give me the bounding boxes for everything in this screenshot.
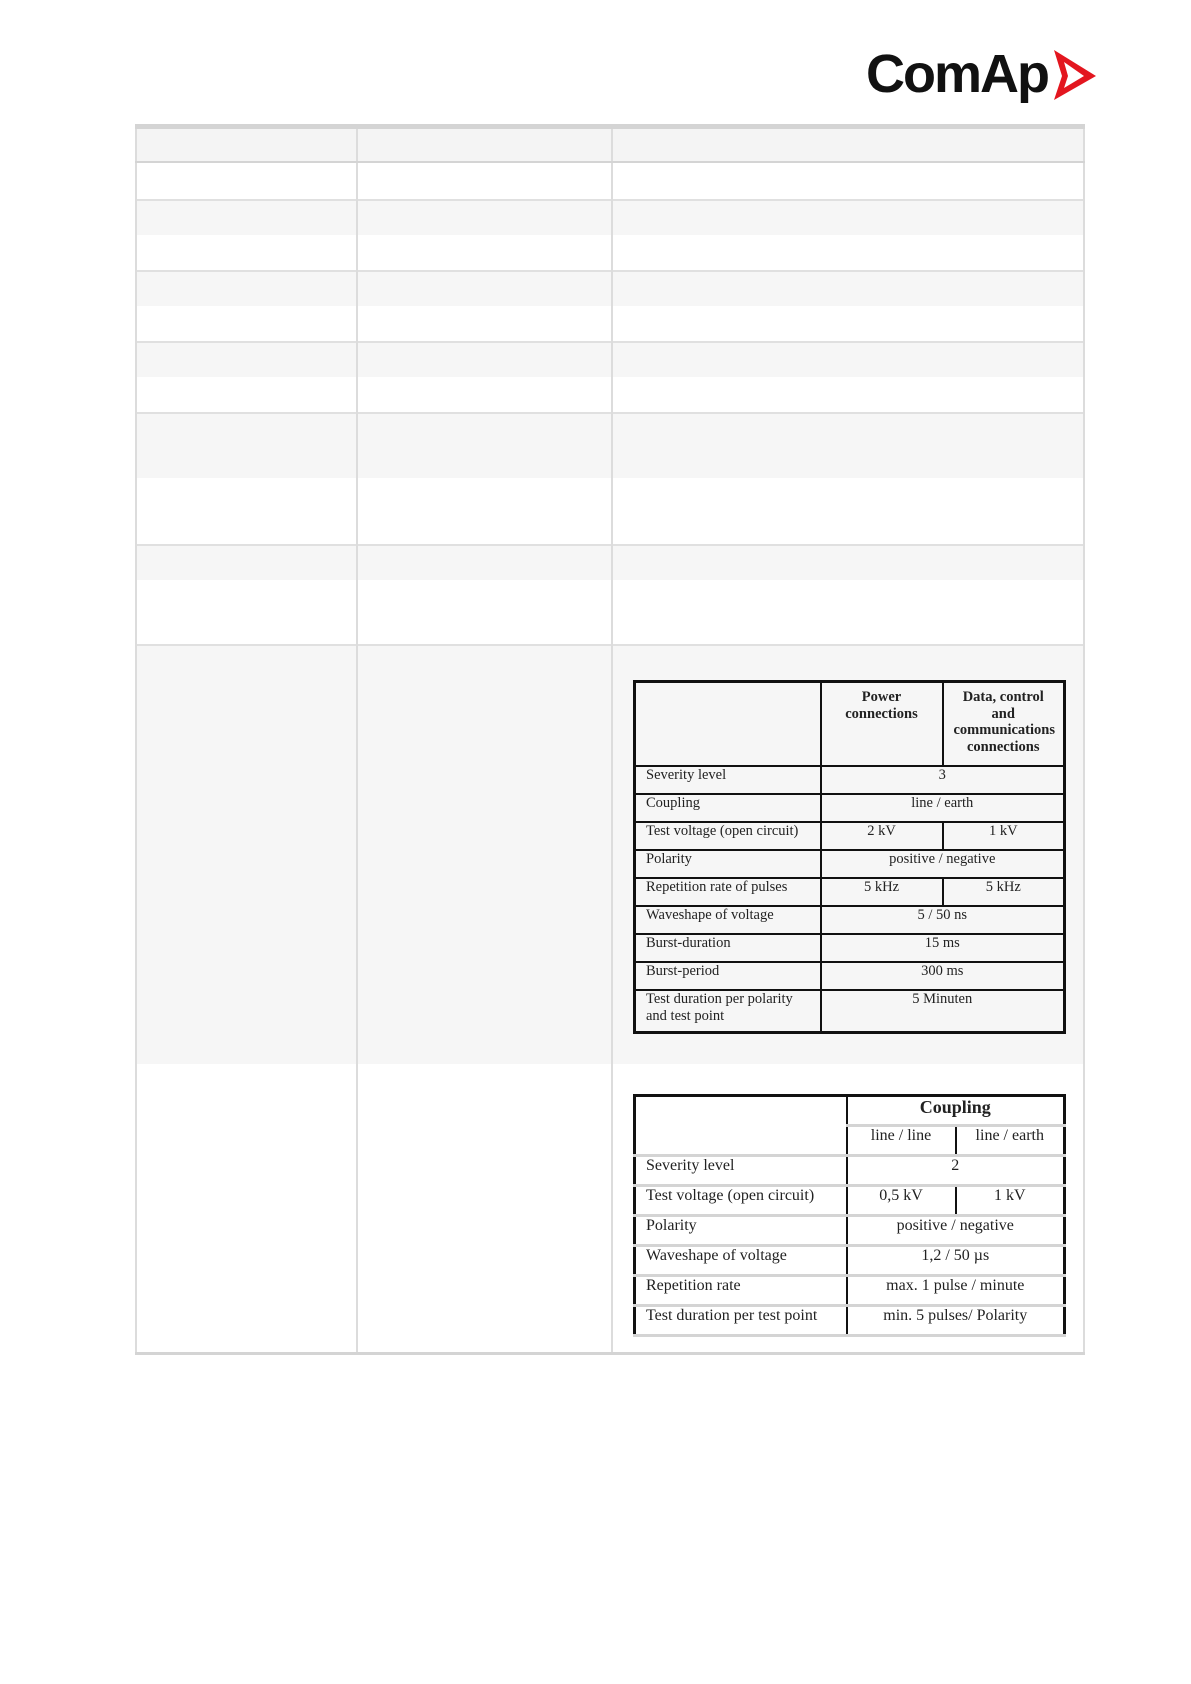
- table-row: [136, 580, 1084, 645]
- burst-header-row: [635, 682, 1065, 767]
- row-value: 3: [821, 766, 1065, 794]
- table-row: [136, 271, 1084, 306]
- row-value: 1 kV: [943, 822, 1065, 850]
- header-cell: Power connections: [821, 682, 943, 767]
- row-label: Coupling: [635, 794, 821, 822]
- burst-row: [635, 990, 1065, 1033]
- row-label: Repetition rate of pulses: [635, 878, 821, 906]
- row-label: Waveshape of voltage: [635, 1246, 847, 1276]
- row-value: 5 kHz: [943, 878, 1065, 906]
- logo-text: ComAp: [866, 44, 1048, 104]
- row-label: Test duration per test point: [635, 1306, 847, 1336]
- row-value: positive / negative: [821, 850, 1065, 878]
- row-label: Polarity: [635, 850, 821, 878]
- surge-row: [635, 1156, 1065, 1186]
- surge-row: [635, 1186, 1065, 1216]
- spec-table: [135, 124, 1085, 1355]
- burst-row: [635, 766, 1065, 794]
- row-label: Test voltage (open circuit): [635, 822, 821, 850]
- subheader-cell: line / line: [847, 1126, 956, 1156]
- row-value: 1 kV: [956, 1186, 1065, 1216]
- table-row-surge: [136, 1064, 1084, 1354]
- table-row: [136, 200, 1084, 235]
- burst-row: [635, 934, 1065, 962]
- row-value: 1,2 / 50 µs: [847, 1246, 1065, 1276]
- row-label: Severity level: [635, 766, 821, 794]
- table-row: [136, 478, 1084, 545]
- surge-test-table: [633, 1094, 1066, 1337]
- table-row: [136, 413, 1084, 478]
- row-label: Burst-duration: [635, 934, 821, 962]
- row-value: min. 5 pulses/ Polarity: [847, 1306, 1065, 1336]
- row-label: Waveshape of voltage: [635, 906, 821, 934]
- surge-header-row: [635, 1096, 1065, 1126]
- row-label: Severity level: [635, 1156, 847, 1186]
- row-value: 2: [847, 1156, 1065, 1186]
- row-value: 5 Minuten: [821, 990, 1065, 1033]
- row-label: Burst-period: [635, 962, 821, 990]
- surge-row: [635, 1306, 1065, 1336]
- comap-arrow-icon: [1050, 46, 1098, 102]
- table-row: [136, 162, 1084, 200]
- comap-logo: [866, 44, 1098, 104]
- row-label: Test voltage (open circuit): [635, 1186, 847, 1216]
- burst-row: [635, 878, 1065, 906]
- burst-row: [635, 822, 1065, 850]
- surge-row: [635, 1216, 1065, 1246]
- burst-row: [635, 906, 1065, 934]
- surge-row: [635, 1276, 1065, 1306]
- row-value: 300 ms: [821, 962, 1065, 990]
- row-value: 5 / 50 ns: [821, 906, 1065, 934]
- table-row-burst: [136, 645, 1084, 1064]
- coupling-header: Coupling: [847, 1096, 1065, 1126]
- table-row: [136, 306, 1084, 342]
- burst-test-table: [633, 680, 1066, 1034]
- table-row: [136, 235, 1084, 271]
- burst-row: [635, 850, 1065, 878]
- row-value: 2 kV: [821, 822, 943, 850]
- burst-row: [635, 794, 1065, 822]
- surge-row: [635, 1246, 1065, 1276]
- row-label: Repetition rate: [635, 1276, 847, 1306]
- row-label: Polarity: [635, 1216, 847, 1246]
- row-value: 0,5 kV: [847, 1186, 956, 1216]
- table-row: [136, 545, 1084, 580]
- row-value: max. 1 pulse / minute: [847, 1276, 1065, 1306]
- table-row: [136, 377, 1084, 413]
- row-label: Test duration per polarity and test point: [635, 990, 821, 1033]
- row-value: positive / negative: [847, 1216, 1065, 1246]
- row-value: line / earth: [821, 794, 1065, 822]
- header-cell: [635, 682, 821, 767]
- row-value: 5 kHz: [821, 878, 943, 906]
- header-cell: Data, control and communications connections: [943, 682, 1065, 767]
- row-value: 15 ms: [821, 934, 1065, 962]
- header-blank: [635, 1096, 847, 1156]
- table-header-row: [136, 127, 1084, 163]
- burst-row: [635, 962, 1065, 990]
- subheader-cell: line / earth: [956, 1126, 1065, 1156]
- table-row: [136, 342, 1084, 377]
